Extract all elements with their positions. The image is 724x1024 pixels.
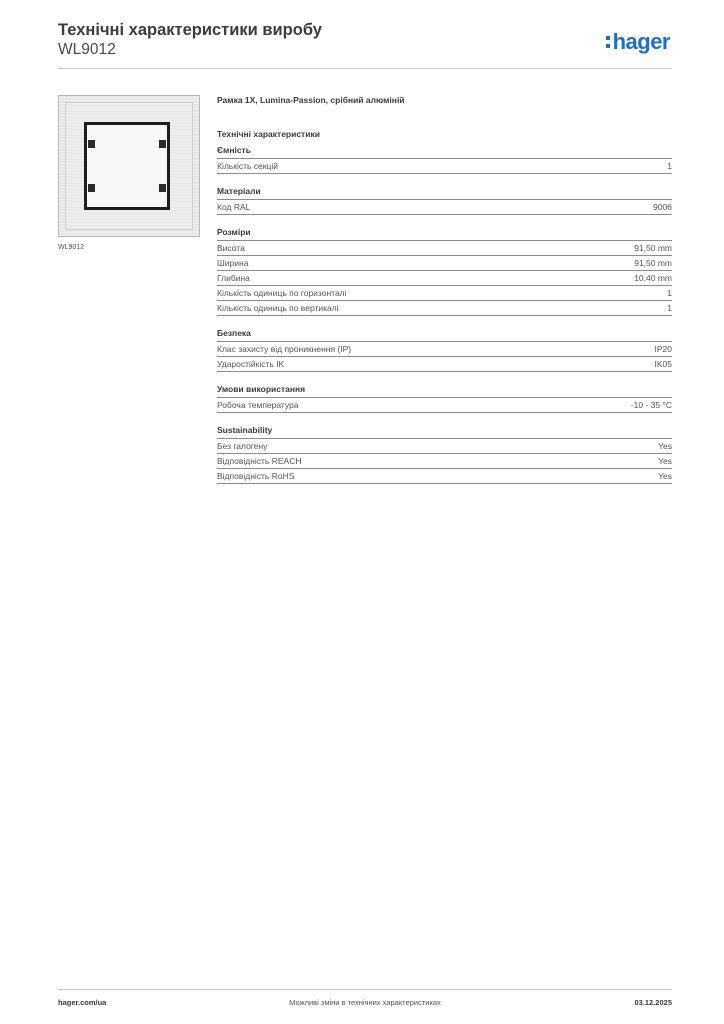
spec-value: Yes [658, 441, 672, 451]
frame-tab [159, 140, 166, 148]
spec-groups [217, 145, 672, 484]
footer-notice: Можливі зміни в технічних характеристиках [289, 998, 441, 1007]
spec-value: 9006 [653, 202, 672, 212]
spec-group [217, 227, 672, 316]
header-divider [58, 68, 672, 69]
product-image [58, 95, 200, 237]
spec-group-title: Розміри [217, 227, 251, 237]
spec-value: 91,50 mm [634, 258, 672, 268]
page-header [58, 20, 672, 60]
logo-text: hager [612, 29, 670, 54]
spec-label: Висота [217, 243, 245, 253]
spec-label: Код RAL [217, 202, 251, 212]
spec-label: Кількість одиниць по горизонталі [217, 288, 347, 298]
spec-rows [217, 199, 672, 215]
frame-tab [88, 184, 95, 192]
spec-label: Кількість одиниць по вертикалі [217, 303, 339, 313]
footer-website: hager.com/ua [58, 998, 107, 1007]
spec-rows [217, 397, 672, 413]
logo-dots-icon [606, 29, 611, 48]
spec-group-title: Sustainability [217, 425, 273, 435]
spec-row [217, 438, 672, 453]
spec-label: Кількість секцій [217, 161, 278, 171]
spec-value: 1 [667, 161, 672, 171]
spec-row [217, 356, 672, 372]
spec-row [217, 468, 672, 484]
spec-row [217, 285, 672, 300]
spec-row [217, 453, 672, 468]
spec-group [217, 425, 672, 484]
spec-label: Робоча температура [217, 400, 299, 410]
spec-label: Ударостійкість IK [217, 359, 285, 369]
spec-rows [217, 240, 672, 316]
spec-label: Глибина [217, 273, 250, 283]
footer-date: 03.12.2025 [634, 998, 672, 1007]
spec-rows [217, 341, 672, 372]
hager-logo [606, 29, 670, 55]
frame-tab [88, 140, 95, 148]
spec-group-title: Матеріали [217, 186, 261, 196]
spec-value: 91,50 mm [634, 243, 672, 253]
spec-group [217, 328, 672, 372]
footer-divider [58, 989, 672, 990]
spec-row [217, 300, 672, 316]
spec-row [217, 397, 672, 413]
specs-heading: Технічні характеристики [217, 129, 320, 139]
spec-label: Відповідність REACH [217, 456, 302, 466]
spec-row [217, 240, 672, 255]
spec-rows [217, 438, 672, 484]
spec-label: Ширина [217, 258, 249, 268]
image-caption: WL9012 [58, 244, 85, 251]
spec-label: Без галогену [217, 441, 268, 451]
spec-value: 10,40 mm [634, 273, 672, 283]
spec-group [217, 186, 672, 215]
spec-value: 1 [667, 288, 672, 298]
spec-group [217, 384, 672, 413]
frame-tab [159, 184, 166, 192]
frame-opening [84, 122, 170, 210]
spec-group [217, 145, 672, 174]
spec-value: Yes [658, 456, 672, 466]
page-title: Технічні характеристики виробу [58, 21, 322, 39]
product-name: Рамка 1X, Lumina-Passion, срібний алюміній [217, 95, 405, 105]
spec-value: IP20 [654, 344, 672, 354]
spec-value: -10 - 35 °C [630, 400, 672, 410]
spec-row [217, 270, 672, 285]
spec-label: Відповідність RoHS [217, 471, 295, 481]
spec-row [217, 341, 672, 356]
spec-value: IK05 [654, 359, 672, 369]
spec-value: Yes [658, 471, 672, 481]
spec-row [217, 199, 672, 215]
product-code: WL9012 [58, 41, 116, 58]
spec-row [217, 158, 672, 174]
spec-label: Клас захисту від проникнення (IP) [217, 344, 352, 354]
spec-group-title: Умови використання [217, 384, 306, 394]
spec-rows [217, 158, 672, 174]
spec-group-title: Безпека [217, 328, 251, 338]
spec-row [217, 255, 672, 270]
specifications [217, 95, 672, 484]
spec-value: 1 [667, 303, 672, 313]
spec-group-title: Ємність [217, 145, 251, 155]
